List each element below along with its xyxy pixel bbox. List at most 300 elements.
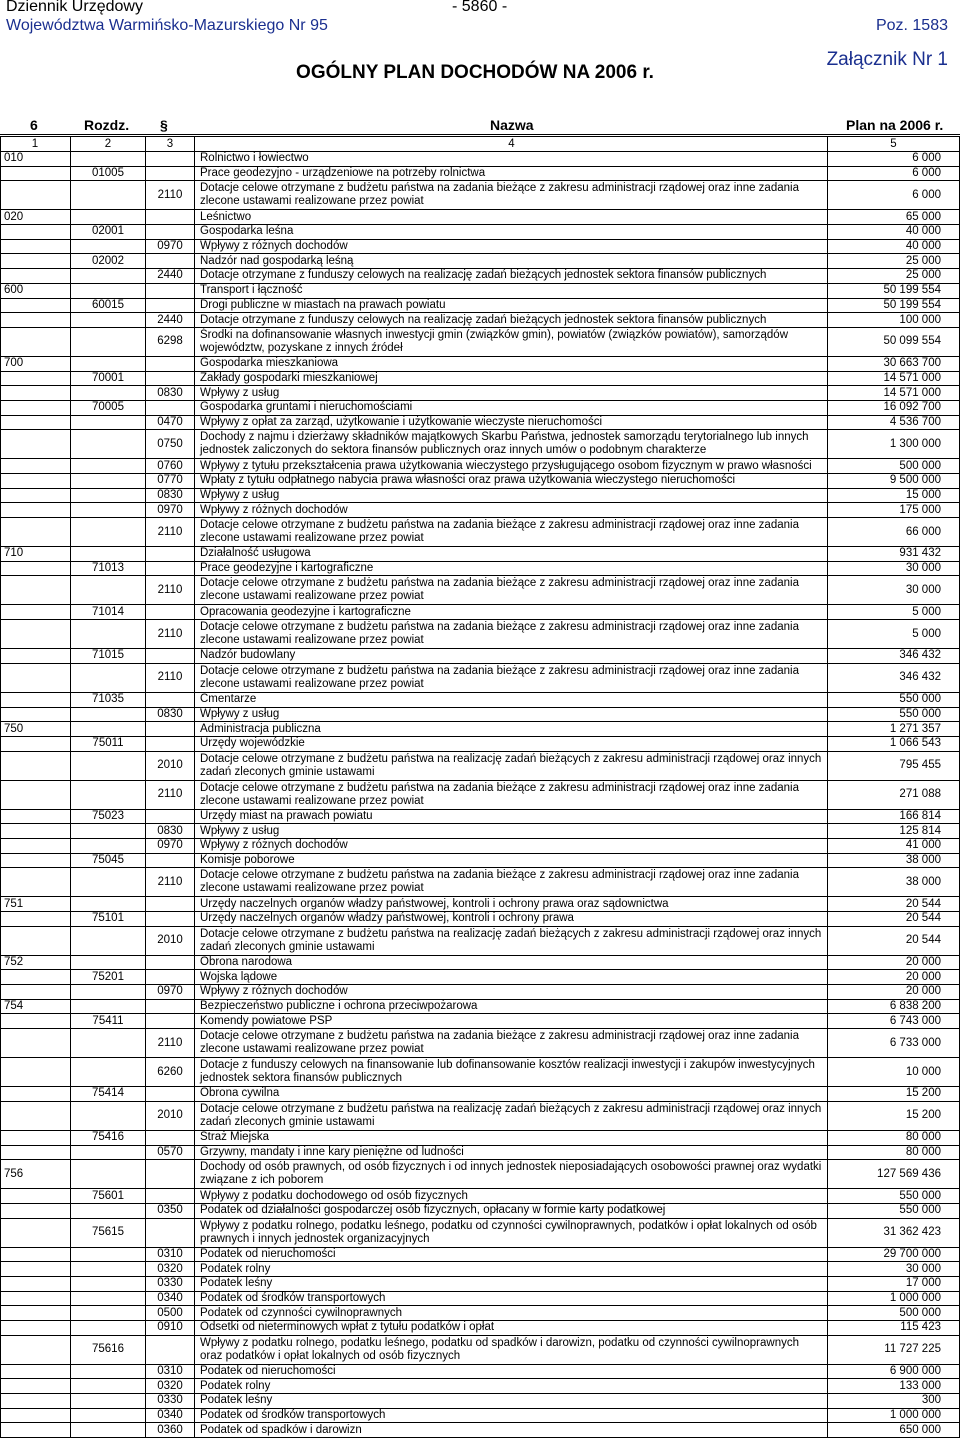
table-row (1, 488, 960, 503)
paragraph-cell (146, 912, 195, 927)
chapter-cell (71, 955, 146, 970)
page-title-text: OGÓLNY PLAN DOCHODÓW NA 2006 r. (296, 62, 654, 83)
plan-cell: 20 544 (828, 926, 960, 955)
paragraph-cell (146, 547, 195, 562)
division-cell (1, 809, 71, 824)
table-row (1, 298, 960, 313)
chapter-cell (71, 1029, 146, 1058)
chapter-cell: 70001 (71, 371, 146, 386)
plan-cell: 115 423 (828, 1321, 960, 1336)
name-cell: Podatek od czynności cywilnoprawnych (195, 1306, 828, 1321)
name-cell: Wpływy z usług (195, 707, 828, 722)
division-cell (1, 663, 71, 692)
name-cell: Podatek od nieruchomości (195, 1364, 828, 1379)
chapter-cell: 60015 (71, 298, 146, 313)
chapter-cell (71, 663, 146, 692)
division-cell: 020 (1, 210, 71, 225)
division-cell (1, 605, 71, 620)
division-cell: 700 (1, 356, 71, 371)
paragraph-cell: 0360 (146, 1423, 195, 1438)
plan-cell: 550 000 (828, 707, 960, 722)
plan-cell: 30 000 (828, 561, 960, 576)
name-cell: Wpływy z podatku dochodowego od osób fizycznych (195, 1189, 828, 1204)
chapter-cell (71, 985, 146, 1000)
name-cell: Podatek od działalności gospodarczej osób fizycznych, opłacany w formie karty podatkowej (195, 1203, 828, 1218)
name-cell: Prace geodezyjno - urządzeniowe na potrzeby rolnictwa (195, 166, 828, 181)
table-row (1, 605, 960, 620)
paragraph-cell: 2110 (146, 780, 195, 809)
name-cell: Nadzór nad gospodarką leśną (195, 254, 828, 269)
attachment-label: Załącznik Nr 1 (826, 49, 948, 70)
paragraph-cell (146, 298, 195, 313)
paragraph-cell: 2110 (146, 620, 195, 649)
table-row (1, 1101, 960, 1130)
paragraph-cell (146, 1335, 195, 1364)
table-row (1, 254, 960, 269)
chapter-cell: 75201 (71, 970, 146, 985)
table-row (1, 1087, 960, 1102)
journal-name: Dziennik Urzędowy (6, 0, 143, 15)
plan-cell: 4 536 700 (828, 415, 960, 430)
table-row (1, 210, 960, 225)
paragraph-cell (146, 1087, 195, 1102)
division-cell (1, 1130, 71, 1145)
paragraph-cell: 0970 (146, 503, 195, 518)
division-cell: 010 (1, 152, 71, 167)
col-num-3: 3 (146, 137, 195, 152)
paragraph-cell: 0910 (146, 1321, 195, 1336)
division-cell (1, 780, 71, 809)
table-row (1, 663, 960, 692)
chapter-cell (71, 415, 146, 430)
page-title (0, 62, 960, 84)
table-row (1, 1160, 960, 1189)
name-cell: Zakłady gospodarki mieszkaniowej (195, 371, 828, 386)
division-cell (1, 254, 71, 269)
col-header-rozdz: Rozdz. (84, 117, 130, 133)
column-number-row (1, 137, 960, 152)
plan-cell: 6 000 (828, 166, 960, 181)
division-cell: 756 (1, 1160, 71, 1189)
chapter-cell (71, 868, 146, 897)
chapter-cell: 71014 (71, 605, 146, 620)
name-cell: Urzędy naczelnych organów władzy państwowej, kontroli i ochrony prawa (195, 912, 828, 927)
table-row (1, 547, 960, 562)
plan-cell: 50 199 554 (828, 298, 960, 313)
division-cell (1, 386, 71, 401)
division-cell (1, 225, 71, 240)
name-cell: Podatek leśny (195, 1394, 828, 1409)
plan-cell: 127 569 436 (828, 1160, 960, 1189)
division-cell (1, 1014, 71, 1029)
paragraph-cell (146, 970, 195, 985)
table-row (1, 970, 960, 985)
plan-cell: 6 000 (828, 152, 960, 167)
col-num-1: 1 (1, 137, 71, 152)
division-cell (1, 576, 71, 605)
chapter-cell (71, 239, 146, 254)
plan-cell: 50 199 554 (828, 283, 960, 298)
plan-cell: 20 000 (828, 955, 960, 970)
paragraph-cell (146, 1218, 195, 1247)
plan-cell: 41 000 (828, 838, 960, 853)
name-cell: Dotacje celowe otrzymane z budżetu państwa na realizację zadań bieżących z zakresu administracji rządowej oraz innych zadań zleconych gminie ustawami (195, 926, 828, 955)
division-cell (1, 488, 71, 503)
chapter-cell: 75601 (71, 1189, 146, 1204)
plan-cell: 175 000 (828, 503, 960, 518)
division-cell (1, 1101, 71, 1130)
division-cell (1, 459, 71, 474)
chapter-cell (71, 1423, 146, 1438)
table-row (1, 1321, 960, 1336)
plan-cell: 346 432 (828, 663, 960, 692)
chapter-cell: 75411 (71, 1014, 146, 1029)
name-cell: Podatek od środków transportowych (195, 1408, 828, 1423)
paragraph-cell: 0320 (146, 1262, 195, 1277)
name-cell: Wpłaty z tytułu odpłatnego nabycia prawa własności oraz prawa użytkowania wieczystego nieruchomości (195, 474, 828, 489)
table-row (1, 313, 960, 328)
name-cell: Komendy powiatowe PSP (195, 1014, 828, 1029)
division-cell (1, 561, 71, 576)
paragraph-cell (146, 1160, 195, 1189)
plan-cell: 1 300 000 (828, 430, 960, 459)
chapter-cell (71, 518, 146, 547)
table-row (1, 1189, 960, 1204)
voivodeship-name: Województwa Warmińsko-Mazurskiego Nr 95 (6, 17, 328, 34)
chapter-cell (71, 210, 146, 225)
name-cell: Dotacje celowe otrzymane z budżetu państwa na zadania bieżące z zakresu administracji rządowej oraz inne zadania zlecone ustawami realizowane przez powiat (195, 780, 828, 809)
name-cell: Dotacje celowe otrzymane z budżetu państwa na realizację zadań bieżących z zakresu administracji rządowej oraz innych zadań zleconych gminie ustawami (195, 1101, 828, 1130)
chapter-cell: 71015 (71, 649, 146, 664)
chapter-cell: 75101 (71, 912, 146, 927)
chapter-cell (71, 474, 146, 489)
plan-cell: 6 000 (828, 181, 960, 210)
name-cell: Dotacje celowe otrzymane z budżetu państwa na realizację zadań bieżących z zakresu administracji rządowej oraz innych zadań zleconych gminie ustawami (195, 751, 828, 780)
table-row (1, 152, 960, 167)
paragraph-cell (146, 254, 195, 269)
plan-cell: 795 455 (828, 751, 960, 780)
paragraph-cell: 0330 (146, 1276, 195, 1291)
name-cell: Wpływy z różnych dochodów (195, 838, 828, 853)
division-cell (1, 474, 71, 489)
chapter-cell (71, 1321, 146, 1336)
chapter-cell: 02002 (71, 254, 146, 269)
division-cell (1, 1247, 71, 1262)
name-cell: Dotacje celowe otrzymane z budżetu państwa na zadania bieżące z zakresu administracji rządowej oraz inne zadania zlecone ustawami realizowane przez powiat (195, 1029, 828, 1058)
division-cell: 710 (1, 547, 71, 562)
paragraph-cell: 2110 (146, 181, 195, 210)
paragraph-cell (146, 356, 195, 371)
table-row (1, 780, 960, 809)
chapter-cell (71, 838, 146, 853)
paragraph-cell (146, 692, 195, 707)
table-row (1, 269, 960, 284)
plan-cell: 550 000 (828, 1203, 960, 1218)
name-cell: Nadzór budowlany (195, 649, 828, 664)
chapter-cell (71, 269, 146, 284)
plan-cell: 15 200 (828, 1087, 960, 1102)
chapter-cell: 75414 (71, 1087, 146, 1102)
plan-cell: 550 000 (828, 692, 960, 707)
table-row (1, 926, 960, 955)
table-row (1, 620, 960, 649)
paragraph-cell (146, 283, 195, 298)
table-row (1, 853, 960, 868)
paragraph-cell: 0830 (146, 707, 195, 722)
name-cell: Dotacje celowe otrzymane z budżetu państwa na zadania bieżące z zakresu administracji rządowej oraz inne zadania zlecone ustawami realizowane przez powiat (195, 868, 828, 897)
chapter-cell (71, 1394, 146, 1409)
paragraph-cell: 0830 (146, 824, 195, 839)
paragraph-cell (146, 853, 195, 868)
paragraph-cell: 2110 (146, 868, 195, 897)
paragraph-cell: 0830 (146, 488, 195, 503)
division-cell (1, 327, 71, 356)
paragraph-cell: 0310 (146, 1364, 195, 1379)
name-cell: Podatek rolny (195, 1262, 828, 1277)
paragraph-cell: 2110 (146, 518, 195, 547)
division-cell (1, 926, 71, 955)
plan-cell: 500 000 (828, 1306, 960, 1321)
division-cell (1, 1335, 71, 1364)
division-cell (1, 838, 71, 853)
plan-cell: 550 000 (828, 1189, 960, 1204)
name-cell: Wpływy z podatku rolnego, podatku leśnego, podatku od spadków i darowizn, podatku od czynności cywilnoprawnych oraz podatków i opłat lokalnych od osób fizycznych (195, 1335, 828, 1364)
plan-cell: 31 362 423 (828, 1218, 960, 1247)
plan-cell: 11 727 225 (828, 1335, 960, 1364)
table-row (1, 751, 960, 780)
name-cell: Dotacje otrzymane z funduszy celowych na realizację zadań bieżących jednostek sektora finansów publicznych (195, 269, 828, 284)
plan-cell: 38 000 (828, 853, 960, 868)
chapter-cell (71, 386, 146, 401)
paragraph-cell: 2440 (146, 313, 195, 328)
chapter-cell (71, 707, 146, 722)
name-cell: Gospodarka leśna (195, 225, 828, 240)
chapter-cell (71, 1262, 146, 1277)
table-row (1, 1029, 960, 1058)
division-cell (1, 1029, 71, 1058)
paragraph-cell: 0760 (146, 459, 195, 474)
plan-cell: 38 000 (828, 868, 960, 897)
division-cell (1, 824, 71, 839)
plan-cell: 20 000 (828, 985, 960, 1000)
table-row (1, 1130, 960, 1145)
paragraph-cell: 0350 (146, 1203, 195, 1218)
name-cell: Podatek leśny (195, 1276, 828, 1291)
name-cell: Rolnictwo i łowiectwo (195, 152, 828, 167)
name-cell: Wojska lądowe (195, 970, 828, 985)
plan-cell: 15 000 (828, 488, 960, 503)
chapter-cell (71, 547, 146, 562)
table-row (1, 225, 960, 240)
table-row (1, 386, 960, 401)
plan-cell: 14 571 000 (828, 386, 960, 401)
division-cell (1, 1306, 71, 1321)
table-row (1, 1335, 960, 1364)
name-cell: Podatek od nieruchomości (195, 1247, 828, 1262)
division-cell (1, 736, 71, 751)
paragraph-cell (146, 649, 195, 664)
division-cell (1, 503, 71, 518)
division-cell (1, 620, 71, 649)
division-cell: 600 (1, 283, 71, 298)
division-cell (1, 1203, 71, 1218)
col-header-plan: Plan na 2006 r. (846, 117, 944, 133)
division-cell (1, 751, 71, 780)
division-cell (1, 1058, 71, 1087)
chapter-cell: 75416 (71, 1130, 146, 1145)
paragraph-cell (146, 1014, 195, 1029)
chapter-cell (71, 327, 146, 356)
table-row (1, 181, 960, 210)
division-cell (1, 1364, 71, 1379)
name-cell: Wpływy z opłat za zarząd, użytkowanie i użytkowanie wieczyste nieruchomości (195, 415, 828, 430)
table-row (1, 1408, 960, 1423)
table-row (1, 1379, 960, 1394)
plan-cell: 5 000 (828, 620, 960, 649)
paragraph-cell (146, 605, 195, 620)
division-cell (1, 1379, 71, 1394)
name-cell: Gospodarka gruntami i nieruchomościami (195, 400, 828, 415)
plan-cell: 30 000 (828, 576, 960, 605)
name-cell: Dotacje otrzymane z funduszy celowych na realizację zadań bieżących jednostek sektora finansów publicznych (195, 313, 828, 328)
chapter-cell (71, 430, 146, 459)
division-cell (1, 1394, 71, 1409)
name-cell: Grzywny, mandaty i inne kary pieniężne od ludności (195, 1145, 828, 1160)
plan-cell: 271 088 (828, 780, 960, 809)
table-row (1, 722, 960, 737)
plan-cell: 14 571 000 (828, 371, 960, 386)
name-cell: Wpływy z różnych dochodów (195, 503, 828, 518)
paragraph-cell: 0320 (146, 1379, 195, 1394)
plan-cell: 6 838 200 (828, 999, 960, 1014)
chapter-cell (71, 1160, 146, 1189)
plan-cell: 6 743 000 (828, 1014, 960, 1029)
table-row (1, 239, 960, 254)
table-row (1, 1014, 960, 1029)
name-cell: Obrona narodowa (195, 955, 828, 970)
division-cell (1, 313, 71, 328)
table-row (1, 955, 960, 970)
paragraph-cell: 0570 (146, 1145, 195, 1160)
paragraph-cell: 6260 (146, 1058, 195, 1087)
name-cell: Wpływy z usług (195, 386, 828, 401)
table-row (1, 576, 960, 605)
name-cell: Środki na dofinansowanie własnych inwestycji gmin (związków gmin), powiatów (związków powiatów), samorządów województw, pozyskane z innych źródeł (195, 327, 828, 356)
name-cell: Administracja publiczna (195, 722, 828, 737)
chapter-cell: 75023 (71, 809, 146, 824)
name-cell: Dotacje celowe otrzymane z budżetu państwa na zadania bieżące z zakresu administracji rządowej oraz inne zadania zlecone ustawami realizowane przez powiat (195, 576, 828, 605)
table-row (1, 166, 960, 181)
table-row (1, 912, 960, 927)
paragraph-cell: 0970 (146, 838, 195, 853)
division-cell (1, 1218, 71, 1247)
plan-cell: 25 000 (828, 254, 960, 269)
division-cell (1, 430, 71, 459)
plan-cell: 80 000 (828, 1145, 960, 1160)
plan-cell: 166 814 (828, 809, 960, 824)
paragraph-cell: 2110 (146, 663, 195, 692)
table-row (1, 474, 960, 489)
table-row (1, 1276, 960, 1291)
paragraph-cell: 2010 (146, 926, 195, 955)
plan-cell: 931 432 (828, 547, 960, 562)
division-cell (1, 649, 71, 664)
chapter-cell (71, 1101, 146, 1130)
chapter-cell (71, 313, 146, 328)
table-row (1, 283, 960, 298)
table-row (1, 356, 960, 371)
paragraph-cell: 0830 (146, 386, 195, 401)
division-cell (1, 692, 71, 707)
chapter-cell (71, 356, 146, 371)
chapter-cell (71, 576, 146, 605)
paragraph-cell: 0470 (146, 415, 195, 430)
chapter-cell (71, 897, 146, 912)
chapter-cell (71, 1247, 146, 1262)
table-row (1, 985, 960, 1000)
division-cell (1, 1408, 71, 1423)
name-cell: Prace geodezyjne i kartograficzne (195, 561, 828, 576)
table-row (1, 1306, 960, 1321)
table-row (1, 809, 960, 824)
division-cell (1, 1189, 71, 1204)
paragraph-cell: 0310 (146, 1247, 195, 1262)
plan-cell: 346 432 (828, 649, 960, 664)
division-cell (1, 1321, 71, 1336)
name-cell: Podatek od spadków i darowizn (195, 1423, 828, 1438)
name-cell: Opracowania geodezyjne i kartograficzne (195, 605, 828, 620)
table-row (1, 824, 960, 839)
chapter-cell (71, 181, 146, 210)
plan-cell: 20 000 (828, 970, 960, 985)
division-cell (1, 518, 71, 547)
plan-cell: 300 (828, 1394, 960, 1409)
chapter-cell: 71035 (71, 692, 146, 707)
chapter-cell (71, 722, 146, 737)
chapter-cell (71, 1203, 146, 1218)
plan-cell: 25 000 (828, 269, 960, 284)
name-cell: Cmentarze (195, 692, 828, 707)
table-row (1, 736, 960, 751)
name-cell: Urzędy wojewódzkie (195, 736, 828, 751)
plan-cell: 15 200 (828, 1101, 960, 1130)
plan-cell: 40 000 (828, 239, 960, 254)
plan-cell: 1 066 543 (828, 736, 960, 751)
name-cell: Dotacje celowe otrzymane z budżetu państwa na zadania bieżące z zakresu administracji rządowej oraz inne zadania zlecone ustawami realizowane przez powiat (195, 181, 828, 210)
division-cell (1, 269, 71, 284)
paragraph-cell (146, 722, 195, 737)
division-cell (1, 912, 71, 927)
name-cell: Dochody z najmu i dzierżawy składników majątkowych Skarbu Państwa, jednostek samorządu terytorialnego lub innych jednostek zaliczonych do sektora finansów publicznych oraz innych umów o podobnym charakterze (195, 430, 828, 459)
name-cell: Podatek od środków transportowych (195, 1291, 828, 1306)
paragraph-cell: 0330 (146, 1394, 195, 1409)
plan-cell: 6 733 000 (828, 1029, 960, 1058)
plan-cell: 16 092 700 (828, 400, 960, 415)
division-cell (1, 1262, 71, 1277)
table-row (1, 707, 960, 722)
table-row (1, 1394, 960, 1409)
chapter-cell: 70005 (71, 400, 146, 415)
table-row (1, 327, 960, 356)
division-cell: 750 (1, 722, 71, 737)
division-cell (1, 707, 71, 722)
plan-cell: 1 000 000 (828, 1408, 960, 1423)
name-cell: Wpływy z podatku rolnego, podatku leśnego, podatku od czynności cywilnoprawnych, podatków i opłat lokalnych od osób prawnych i innych jednostek organizacyjnych (195, 1218, 828, 1247)
paragraph-cell (146, 999, 195, 1014)
paragraph-cell: 2110 (146, 576, 195, 605)
chapter-cell: 75615 (71, 1218, 146, 1247)
plan-cell: 10 000 (828, 1058, 960, 1087)
